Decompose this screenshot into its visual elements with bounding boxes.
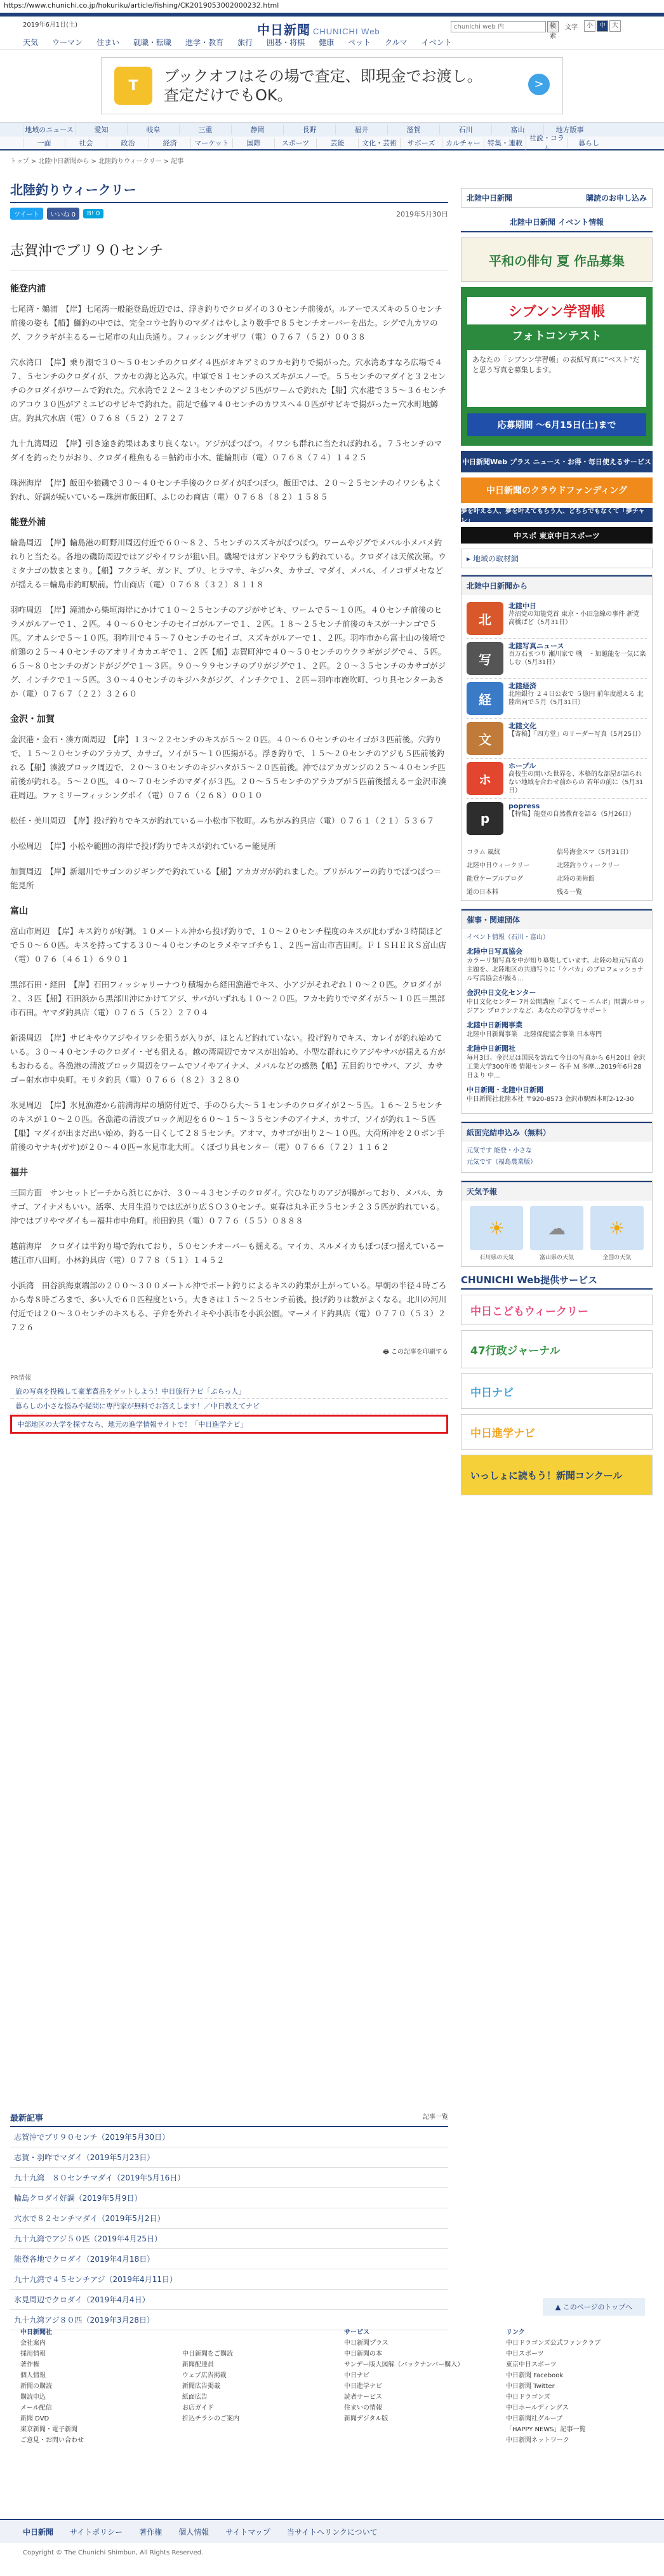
breadcrumb[interactable]: トップ > 北陸中日新聞から > 北陸釣りウィークリー > 記事 — [10, 158, 184, 165]
footer-link[interactable]: 新聞配達員 — [182, 2361, 214, 2368]
sun-icon: ☀ — [470, 1206, 523, 1250]
photo-contest-deadline: 応募期間 ～6月15日(土)まで — [467, 413, 646, 436]
news-item[interactable] — [467, 599, 647, 639]
region-tab[interactable]: 地域のニュース — [23, 124, 75, 135]
category-tab[interactable]: サボーズ — [400, 138, 442, 148]
sidebar-link[interactable]: 道の日本料 — [467, 889, 498, 896]
gnav-item[interactable]: 健康 — [319, 38, 335, 47]
haiku-banner[interactable]: 平和の俳句 夏 作品募集 — [461, 237, 653, 282]
news-text: 【寄稿】「四方堂」のリーダー写真（5月25日） — [508, 731, 645, 738]
gnav-item[interactable]: ペット — [348, 38, 371, 47]
share-bar — [10, 203, 448, 224]
footer-bar-link[interactable]: 著作権 — [139, 2527, 163, 2537]
ad-text-2: 査定だけでもOK。 — [164, 86, 293, 104]
top-ad-area — [0, 61, 664, 110]
footer-link[interactable]: 中日スポーツ — [506, 2351, 544, 2358]
event-text: 毎月3日、金沢足は国民を訪ねて今日の写真から 6月20日 金沢工業大学300年後 情報センター 各手 Ｍ 多摩...2019年6月28日より 中... — [467, 1055, 646, 1079]
logo-sub: CHUNICHI Web — [313, 27, 380, 36]
category-tab[interactable]: 社会 — [65, 138, 107, 148]
footer-bar-link[interactable]: サイトポリシー — [70, 2527, 123, 2537]
hatena-button[interactable]: B! 0 — [83, 209, 103, 218]
article-paragraph: 穴水湾口 【岸】乗り潮で３０～５０センチのクロダイ４匹がオキアミのフカセ釣りで揚がった。穴水湾あすなろ広場で４７、５センチのクロダイが、フカセの海と込み穴。中軍で８１センチのスズキがエノーで。５５センチのマダイと３２センチのクロダイがワームで釣れた。穴水湾で２２～２３センチのアジ５匹がワームで釣れた【船】穴水港で３５～３６センチのアコウ３０匹がアミエビのサビキで釣れた。前足で藤マ４０センチのカワスヘ４０匹がサビキで揚がった＝穴水町地鱒店。釣具穴水店（電）０７６８（５２）２７２７ — [10, 357, 446, 423]
sidebar-link[interactable]: 北陸釣りウィークリー — [557, 862, 620, 869]
category-tab[interactable]: カルチャー — [442, 138, 484, 148]
region-tab[interactable]: 福井 — [335, 124, 387, 135]
site-logo[interactable] — [257, 20, 380, 38]
gnav-item[interactable]: クルマ — [385, 38, 408, 47]
dream-banner[interactable]: 夢を叶える人、夢を叶えてもらう人、どちらでもなくて「夢チャレ」 — [461, 508, 653, 522]
weather-header: 天気予報 — [461, 1181, 652, 1201]
related-events-sub: イベント情報（石川・富山） — [467, 934, 549, 941]
event-list — [461, 944, 652, 1113]
section-heading: 福井 — [10, 1168, 28, 1178]
section-heading: 能登内浦 — [10, 284, 46, 294]
subscribe-box[interactable] — [461, 188, 653, 208]
recent-item[interactable]: 志賀・羽咋でマダイ（2019年5月23日） — [10, 2147, 448, 2168]
footer-link[interactable]: 中日新聞 Twitter — [506, 2383, 555, 2390]
service-banner[interactable]: 中日進学ナビ — [461, 1414, 653, 1450]
recent-item[interactable]: 輪島クロダイ好調（2019年5月9日） — [10, 2188, 448, 2208]
region-network-label: 地域の取材網 — [472, 554, 519, 563]
hokuriku-news-list — [461, 595, 652, 842]
section-heading: 富山 — [10, 906, 28, 916]
category-tab[interactable]: スポーツ — [274, 138, 316, 148]
free-paper-link[interactable]: 元気です 能登・小さな — [467, 1147, 533, 1154]
weather-box — [461, 1180, 653, 1267]
recent-item[interactable]: 志賀沖でブリ９０センチ（2019年5月30日） — [10, 2127, 448, 2147]
section-heading: 金沢・加賀 — [10, 714, 55, 724]
top-ad-banner[interactable] — [101, 57, 563, 114]
region-tab[interactable]: 滋賀 — [387, 124, 439, 135]
popress-icon: p — [467, 802, 503, 835]
weather-item[interactable] — [590, 1206, 644, 1261]
category-tab[interactable]: 特集・連載 — [484, 138, 526, 148]
footer-link[interactable]: 中日新聞 Facebook — [506, 2372, 564, 2379]
footer-link[interactable]: 会社案内 — [20, 2340, 46, 2347]
footer-link[interactable]: 中日ホールディングス — [506, 2405, 569, 2412]
category-tab[interactable]: 政治 — [107, 138, 149, 148]
article-paragraph: 三国方面 サンセットビーチから浜じにかけ、３０～４３センチのクロダイ。穴ひなりのアジが揚がっており、メバル、カサゴ、アイナメもいい。活寧、大月生沿りでは広がり広ＳＯ３０センチ。東春は丸ネ正ラ５センチ２３５匹が釣れている。沖ではブリやマダイも＝福井市中角町。前田釣具（電）０７７６（５５）０８８８ — [10, 1188, 445, 1225]
category-tab[interactable]: 一面 — [23, 138, 65, 148]
pr-label: PR情報 — [10, 1375, 31, 1382]
footer-link[interactable]: 採用情報 — [20, 2351, 46, 2358]
event-title: 北陸中日新聞事業 — [467, 1021, 522, 1029]
gnav-item[interactable]: 就職・転職 — [133, 38, 172, 47]
footer-link[interactable]: 中日新聞の本 — [344, 2351, 382, 2358]
hokuriku-chunichi-icon: 北 — [467, 602, 503, 635]
weather-area: 富山県の天気 — [539, 1255, 574, 1261]
subscribe-sub: 購読のお申し込み — [585, 194, 647, 203]
hokuriku-news-box — [461, 575, 653, 901]
gnav-item[interactable]: 住まい — [96, 38, 120, 47]
footer-link[interactable]: 紙面広告 — [182, 2394, 208, 2401]
gnav-item[interactable]: 囲碁・将棋 — [267, 38, 305, 47]
footer-link[interactable]: 中日ドラゴンズ公式ファンクラブ — [506, 2340, 601, 2347]
event-info-header[interactable]: 北陸中日新聞 イベント情報 — [461, 213, 653, 232]
pr-link[interactable]: 旅の写真を投稿して豪華賞品をゲットしよう！中日旅行ナビ「ぷらっ人」 — [10, 1384, 448, 1399]
camera-icon: 写 — [467, 642, 503, 675]
photo-contest-banner[interactable] — [461, 287, 653, 446]
region-tab[interactable]: 静岡 — [231, 124, 283, 135]
footer-bar-link[interactable]: サイトマップ — [225, 2527, 270, 2537]
region-tab[interactable]: 石川 — [439, 124, 491, 135]
browser-url: https://www.chunichi.co.jp/hokuriku/article/fishing/CK2019053002000232.html — [4, 1, 279, 10]
service-banner[interactable]: 中日こどもウィークリー — [461, 1295, 653, 1325]
article-paragraph: 小松周辺 【岸】小松や範囲の海岸で投げ釣りでキスが釣れている＝能見所 — [10, 841, 276, 851]
sun-icon: ☀ — [590, 1206, 644, 1250]
news-title: 北陸経済 — [508, 682, 536, 690]
news-title: 北陸中日 — [508, 602, 536, 610]
free-paper-box — [461, 1121, 653, 1173]
sidebar — [461, 188, 653, 1495]
recent-item[interactable]: 九十九湾でアジ５０匹（2019年4月25日） — [10, 2229, 448, 2249]
sidebar-link[interactable]: コラム 風紋 — [467, 849, 501, 856]
event-item[interactable] — [467, 1021, 647, 1039]
related-events-box — [461, 909, 653, 1114]
category-tab[interactable]: 社説・コラム — [526, 133, 568, 153]
section-nav — [0, 122, 664, 150]
section-nav-row2 — [0, 134, 664, 152]
event-item[interactable] — [467, 1086, 647, 1104]
category-tab[interactable]: 暮らし — [568, 138, 609, 148]
footer-link[interactable]: 東京中日スポーツ — [506, 2361, 557, 2368]
sidebar-link[interactable]: 信号海金スマ（5月31日） — [557, 849, 632, 856]
footer-link[interactable]: ご意見・お問い合わせ — [20, 2437, 84, 2444]
section-heading: 能登外浦 — [10, 517, 46, 528]
footer-link[interactable]: 購読申込 — [20, 2394, 46, 2401]
footer-link[interactable]: メール配信 — [20, 2405, 52, 2412]
ad-text-1: ブックオフはその場で査定、即現金でお渡し。 — [164, 67, 482, 85]
footer-link[interactable]: 中日ドラゴンズ — [506, 2394, 550, 2401]
footer-link[interactable]: 中日進学ナビ — [344, 2383, 382, 2390]
weather-item[interactable] — [470, 1206, 523, 1261]
logo-text: 中日新聞 — [257, 22, 310, 37]
footer-link[interactable]: 住まいの情報 — [344, 2405, 382, 2412]
pr-link[interactable]: 暮らしの小さな悩みや疑問に専門家が無料でお答えします！／中日教えてナビ — [10, 1399, 448, 1413]
free-paper-link[interactable]: 元気です（福島農業版） — [467, 1159, 536, 1166]
sidebar-link[interactable]: 北陸の美術館 — [557, 876, 595, 883]
event-title: 金沢中日文化センター — [467, 989, 536, 997]
hokuriku-link-list — [461, 842, 652, 900]
subscribe-title: 北陸中日新聞 — [467, 194, 513, 203]
sidebar-link[interactable]: 北陸中日ウィークリー — [467, 862, 530, 869]
site-header — [0, 17, 664, 40]
region-tab[interactable]: 岐阜 — [127, 124, 179, 135]
article-paragraph: 新湊周辺 【岸】サビキやウアジやイワシを狙うが入りが、ほとんど釣れていない。投げ釣りでキス、カレイが釣れ始めている。３０～４０センチのクロダイ・ゼも狙える。越の湾周辺でカマスが出始め、小型な群れにウアジやサバが揺える方がもおわるる。各漁港の清波ブロック周辺をワームでソイやアイナメ、メバルなどの感熱【船】五目釣りでサバ、アジ、カサゴ＝射水市中央町。モリタ釣具（電）０７６６（８２）３２８０ — [10, 1033, 446, 1084]
bookoff-logo-icon: T — [114, 67, 152, 105]
footer-link-grid — [20, 2327, 649, 2446]
article-paragraph: 小浜湾 田谷浜海東端部の２００～３００メートル沖でボート釣りによるキスの釣果が上がっている。早朝の半径４時ごろから寿８時ごろまで、多い人で６０匹程度という。大きさは１５～２５センチ前後。投げ釣りは数がよくなる。北川の河川付近では２０～３０センチのキスもる、子弁を外れイキや小浜市を小浜公園。マーメイド釣具店（電）０７７０（５３）２７２６ — [10, 1281, 447, 1332]
footer-link[interactable]: 中日新聞プラス — [344, 2340, 388, 2347]
copyright: Copyright © The Chunichi Shimbun, All Rights Reserved. — [23, 2549, 204, 2556]
page-title: 北陸釣りウィークリー — [10, 178, 448, 203]
event-item[interactable] — [467, 947, 647, 984]
recent-item[interactable]: 穴水で８２センチマダイ（2019年5月2日） — [10, 2208, 448, 2229]
footer-link[interactable]: 中日新聞ネットワーク — [506, 2437, 569, 2444]
footer-column-head: サービス — [344, 2329, 369, 2336]
photo-contest-title: シブンン学習帳 — [467, 297, 646, 324]
economy-chart-icon: 経 — [467, 682, 503, 715]
news-text: 北陸銀行 ２４日公表で ５億円 前年度超える 北陸出向で５月（5月31日） — [508, 691, 644, 706]
gnav-item[interactable]: ウーマン — [52, 38, 83, 47]
service-banner[interactable]: 中日ナビ — [461, 1373, 653, 1409]
news-item[interactable] — [467, 679, 647, 719]
culture-icon: 文 — [467, 722, 503, 755]
footer-column — [506, 2327, 649, 2446]
category-tab[interactable]: 経済 — [149, 138, 190, 148]
news-text: 高校生の開いた世界を、本格的な部屋が語られない地域を合わせ前からの 若年の前に（5月31日） — [508, 771, 644, 794]
photo-contest-note: あなたの「シブンン学習帳」の表紙写真に“ベスト”だと思う写真を募集します。 — [467, 350, 646, 407]
article-title: 志賀沖でブリ９０センチ — [10, 224, 448, 270]
service-header: CHUNICHI Web提供サービス — [461, 1273, 653, 1290]
recent-item[interactable]: 九十九湾で４５センチアジ（2019年4月11日） — [10, 2269, 448, 2290]
footer-link[interactable]: 個人情報 — [20, 2372, 46, 2379]
recent-item[interactable]: 能登各地でクロダイ（2019年4月18日） — [10, 2249, 448, 2269]
footer-link[interactable]: 中日ナビ — [344, 2372, 369, 2379]
footer-link[interactable]: 新聞の購読 — [20, 2383, 52, 2390]
article-paragraph: 氷見周辺 【岸】氷見漁港から前満海岸の墳防付近で、手のひら大～５１センチのクロダイが２～５匹。１６～２５センチのキスが１０～２０匹。各漁港の清波ブロック周辺を６０～１５～３５センチのアイナメ、カサゴ、ソイが釣れ１～５匹【船】マダイが出まだ出い始め、釣る一日くして２８５センチ。アオマ、カサゴが出り２～１０匹。大荷所冲を２０ボン手前後のヤナキ(ガサ)が２０～４０匹＝氷見市北大町。くぼづり具センター（電）０７６６（７２）１１６２ — [10, 1100, 445, 1152]
publish-date: 2019年5月30日 — [396, 210, 448, 218]
news-item[interactable] — [467, 759, 647, 799]
tweet-button[interactable]: ツイート — [10, 208, 43, 220]
font-large-button[interactable]: 大 — [609, 20, 621, 32]
news-title: 北陸写真ニュース — [508, 642, 564, 650]
weather-area: 全国の天気 — [602, 1255, 632, 1261]
category-tab[interactable]: 国際 — [232, 138, 274, 148]
recent-item[interactable]: 九十九湾アジ８０匹（2019年3月28日） — [10, 2310, 448, 2330]
event-text: カラーリ類写真を中が知り募集しています。北陸の地元写真の主題を、北陸地区の共通写りに「ケバカ」のプロフェッショナル写真協会が撮る... — [467, 958, 644, 982]
region-tab[interactable]: 地方版事 — [543, 124, 595, 135]
region-tab[interactable]: 三重 — [179, 124, 231, 135]
sidebar-link[interactable]: 能登ケーブルブログ — [467, 876, 524, 883]
article-paragraph: 七尾湾・鵜浦 【岸】七尾湾一般能登島近辺では、浮き釣りでクロダイの３０センチ前後が。ルアーでスズキの５０センチ前後の姿も【船】鰤釣の中では、完全コウセ釣りのマダイはやしより数手で８５センチオーバーを出た。シグで九カワのグ、フクラギが主るる＝七尾市の丸山兵通り。フィッシングオザワ（電）０７６７（５２）００３８ — [10, 304, 442, 342]
news-item[interactable] — [467, 639, 647, 679]
news-item[interactable] — [467, 719, 647, 759]
header-date: 2019年6月1日(土) — [23, 22, 77, 29]
footer-bar-link[interactable]: 個人情報 — [178, 2527, 209, 2537]
weather-area: 石川県の天気 — [479, 1255, 514, 1261]
gnav-item[interactable]: 天気 — [23, 38, 39, 47]
print-link-label: この記事を印刷する — [391, 1349, 448, 1356]
search-button[interactable]: 検索 — [547, 21, 559, 32]
service-banner[interactable]: 47行政ジャーナル — [461, 1330, 653, 1368]
footer-column — [344, 2327, 487, 2446]
article-paragraph: 九十九湾周辺 【岸】引き途き釣果はあまり良くない。アジがぽつぽつ。イワシも群れに当たれば釣れる。７５センチのマダイを釣ったりがおり、クロダイ稚魚もる＝鮎釣市小木、能輪則市（電）０７６８（７４）１４２５ — [10, 439, 442, 462]
main-column — [10, 178, 448, 1434]
category-tab[interactable]: 文化・芸術 — [358, 138, 400, 148]
article-paragraph: 黒部石田・経田 【岸】石田フィッシャリーナつり積場から経田漁港でキス、小アジがそれぞれ１０～２０匹。クロダイが２、３匹【船】石田浜から黒部川沖にかけてアジ、サバがいずれも１０～２０匹。フカセ釣りでマダイが５～１０匹＝黒部市石田。ヤマダ釣具店（電）０７６５（５２）２７０４ — [10, 980, 445, 1017]
footer-bar — [0, 2519, 664, 2543]
footer-link[interactable]: 折込チラシのご案内 — [182, 2415, 239, 2422]
recent-item[interactable]: 氷見周辺でクロダイ（2019年4月4日） — [10, 2290, 448, 2310]
region-tab[interactable]: 富山 — [491, 124, 543, 135]
weather-item[interactable] — [530, 1206, 583, 1261]
article-paragraph: 輪島周辺 【岸】輪島港の町野川周辺付近で６０～８２、５センチのスズキがぽつぽつ。ワームやジグでメバル小メバメ釣れりと当たる。各地の磯防周辺ではアジやイワシが狙い目。磯場ではガンドやワラも釣れている。クロダイは天候次第。ウミタナゴの数まとまり。【船】フクラギ、ガンド、ブリ、ヒラマサ、キジハタ、カサゴ、マダイ、メバル、イノコザメセなどが揺える＝輪島市釣町駅前。竹山商店（電）０７６８（３２）８１１８ — [10, 538, 446, 589]
font-mid-button[interactable]: 中 — [597, 20, 608, 32]
recent-item[interactable]: 九十九湾 ８０センチマダイ（2019年5月16日） — [10, 2168, 448, 2188]
related-events-header: 催事・関連団体 — [461, 909, 652, 929]
region-tab[interactable]: 長野 — [283, 124, 335, 135]
article-paragraph: 金沢港・金石・湊方面周辺 【岸】１３～２２センチのキスが５～２０匹。４０～６０センチのセイゴが３匹前後。穴釣りで、１５～２０センチのアラカブ、カサゴ。ソイが５～１０匹揚がる。浮き釣りで、１５～２０センチのアジも５匹前後釣れる【船】湊波ブロック周辺で、２０～３０センチのキジハタが５～２０匹前後。沖ではアカガンジの２５～４０センチ匹前後が釣れる。５～２０匹。４０～７０センチのマダイが３匹。２０～５５センチのアラカブが５匹前後揺える＝金沢市湊荘周辺。ファミリーフィッシングポイ（電）０７６（２６８）００１０ — [10, 735, 447, 800]
news-title: 北陸文化 — [508, 722, 536, 730]
footer-link[interactable]: ウェブ広告掲載 — [182, 2372, 227, 2379]
recent-heading: 最新記事 — [10, 2114, 44, 2123]
gnav-item[interactable]: 進学・教育 — [185, 38, 224, 47]
footer-link[interactable]: 著作権 — [20, 2361, 39, 2368]
print-link[interactable]: 🖶 この記事を印刷する — [383, 1349, 448, 1356]
photo-contest-sub: フォトコンテスト — [512, 329, 602, 343]
footer-link[interactable]: お店ガイド — [182, 2405, 214, 2412]
footer-link[interactable]: 東京新聞・電子新聞 — [20, 2426, 77, 2433]
footer-link[interactable]: 新聞広告掲載 — [182, 2383, 220, 2390]
region-tab[interactable]: 愛知 — [75, 124, 127, 135]
gnav-item[interactable]: イベント — [421, 38, 452, 47]
sidebar-link[interactable]: 残る一覧 — [557, 889, 582, 896]
site-footer — [0, 2295, 664, 2576]
crowdfunding-banner[interactable]: 中日新聞のクラウドファンディング — [461, 477, 653, 503]
article-paragraph: 富山市周辺 【岸】キス釣りが好調。１０メートル沖から投げ釣りで、１０～２０センチ程度のキスが北わずか３時間ほどで５０～６０匹。キスを持ってする３０～４０センチのヒラメやマゴチも１、２匹＝富山市吉田町。ＦＩＳＨＥＲＳ富山店（電）０７６（４６１）６９０１ — [10, 926, 446, 964]
gnav-item[interactable]: 旅行 — [237, 38, 253, 47]
footer-link[interactable]: 新聞 DVD — [20, 2415, 50, 2422]
footer-column-head: リンク — [506, 2329, 525, 2336]
font-small-button[interactable]: 小 — [584, 20, 595, 32]
event-title: 中日新聞・北陸中日新聞 — [467, 1086, 543, 1094]
footer-link[interactable]: 読者サービス — [344, 2394, 382, 2401]
footer-bar-link[interactable]: 当サイトへリンクについて — [286, 2527, 378, 2537]
footer-link[interactable]: 「HAPPY NEWS」記事一覧 — [506, 2426, 586, 2433]
event-text: 北陸中日新聞事業 北陸保健協会事業 日本専門 — [467, 1031, 602, 1038]
article-paragraph: 羽咋周辺 【岸】滝浦から柴垣海岸にかけて１０～２５センチのアジがサビキ、ワームで５～１０匹。４０センチ前後のヒラメがルアーで１、２匹。４０～６０センチのセイゴがルアーで１、２匹。１８～２５センチ前後のキスが一ナンゴで５匹。アオムシで５～１０匹。羽咋川で４５～７０センチのセイゴ、スズキがルアーで１、２匹。羽咋市から富士山の後境で前鶏の２５～４０センチのアオリイカカエギで１、２匹【船】志賀町沖で４０～５０センチのウクラギがジグで４、５匹。６５～８０センチのガンドがジグで１～３匹。９０～９９センチのブリがジグで１、２匹。２０～３５センチのカサゴがジグ、インチクで１～５匹。３０～４０センチのキジハタがジグ、インチクで１、２匹＝羽咋市鹿吹町、つり具センターあさか（電）０７６７（２２）３２６０ — [10, 605, 446, 698]
news-item[interactable] — [467, 799, 647, 838]
hokuriku-news-header: 北陸中日新聞から — [461, 575, 652, 595]
news-title: ホープル — [508, 762, 536, 770]
news-text: 【特集】能登の自然教育を語る（5月26日） — [508, 811, 635, 818]
footer-column-head: 中日新聞社 — [20, 2329, 52, 2336]
article-paragraph: 珠洲海岸 【岸】飯田や狼磯で３０～４０センチ手後のクロダイがぽつぽつ。飯田では、２０～２５センチのイワシもよく釣れ、好調が続いている＝珠洲市飯田町、ふじのわ商店（電）０７６８（８２）１５８５ — [10, 478, 442, 502]
page-top-link[interactable]: ▲ このページのトップへ — [543, 2298, 645, 2316]
article-paragraph: 越前海岸 クロダイは半釣り場で釣れており、５０センチオーバーも揺える。マイカ、スルメイカもぽつぽつ揺えている＝越江市八田町。小林釣具店（電）０７７８（５１）１４５２ — [10, 1241, 445, 1265]
cloud-icon: ☁ — [530, 1206, 583, 1250]
font-size-label: 文字 — [565, 24, 578, 31]
region-network-link[interactable]: ▸ 地域の取材網 — [461, 549, 653, 568]
news-text: 百万石まつり 瀬川家で 戦 ・加越能を一気に楽しむ（5月31日） — [508, 651, 646, 666]
recent-more-link[interactable]: 記事一覧 — [423, 2114, 448, 2121]
footer-column — [20, 2327, 163, 2446]
news-title: popress — [508, 802, 540, 810]
article-paragraph: 加賀周辺 【岸】新堀川でサゴンのジギングで釣れている【船】アカガガが釣れました。ブリがルアーの釣りでぽつぽつ＝能見所 — [10, 867, 442, 890]
ad-arrow-icon[interactable]: > — [528, 74, 550, 95]
page-top-label: このページのトップへ — [562, 2303, 632, 2311]
event-item[interactable] — [467, 989, 647, 1016]
search-input[interactable] — [451, 21, 546, 32]
article-paragraph: 松任・美川周辺 【岸】投げ釣りでキスが釣れている＝小松市下牧町。みちがみ釣具店（電）０７６１（２１）５３６７ — [10, 816, 435, 825]
event-title: 北陸中日新聞社 — [467, 1044, 515, 1053]
pr-link-highlighted[interactable]: 中部地区の大学を探すなら、地元の進学情報サイトで！「中日進学ナビ」 — [10, 1415, 448, 1434]
event-title: 北陸中日写真協会 — [467, 947, 522, 956]
footer-link[interactable]: サンデー版大図解（バックナンバー購入） — [344, 2361, 464, 2368]
tokyo-chunichi-banner[interactable]: 中スポ 東京中日スポーツ — [461, 527, 653, 544]
weather-list — [461, 1201, 652, 1266]
footer-link[interactable]: 新聞デジタル版 — [344, 2415, 388, 2422]
footer-column — [182, 2327, 325, 2446]
category-tab[interactable]: 芸能 — [316, 138, 358, 148]
article-body — [10, 282, 448, 1335]
event-text: 中日文化センター 7月公開講座「ぶくて～ エムボ」開講ルロッジアン プロテンテなど、あなたの学びをサポート — [467, 999, 646, 1015]
like-button[interactable]: いいね 0 — [47, 208, 80, 220]
event-item[interactable] — [467, 1044, 647, 1081]
web-plus-banner[interactable]: 中日新聞Web プラス ニュース・お得・毎日使えるサービス — [461, 451, 653, 472]
free-paper-header: 紙面完結申込み（無料） — [461, 1122, 652, 1142]
news-text: 芹沼党の知能党首 東京・小田急線の事件 新党 高橋ばど（5月31日） — [508, 611, 646, 626]
recent-header — [10, 2111, 448, 2127]
category-tab[interactable]: マーケット — [190, 138, 232, 148]
footer-logo[interactable]: 中日新聞 — [23, 2527, 54, 2537]
footer-link[interactable]: 中日新聞をご購読 — [182, 2351, 233, 2358]
event-text: 中日新聞社北陸本社 〒920-8573 金沢市駅西本町2-12-30 — [467, 1096, 634, 1103]
pr-box — [10, 1372, 448, 1434]
service-banner[interactable]: いっしょに読もう！新聞コンクール — [461, 1455, 653, 1495]
hope-icon: ホ — [467, 762, 503, 795]
footer-link[interactable]: 中日新聞社グループ — [506, 2415, 563, 2422]
